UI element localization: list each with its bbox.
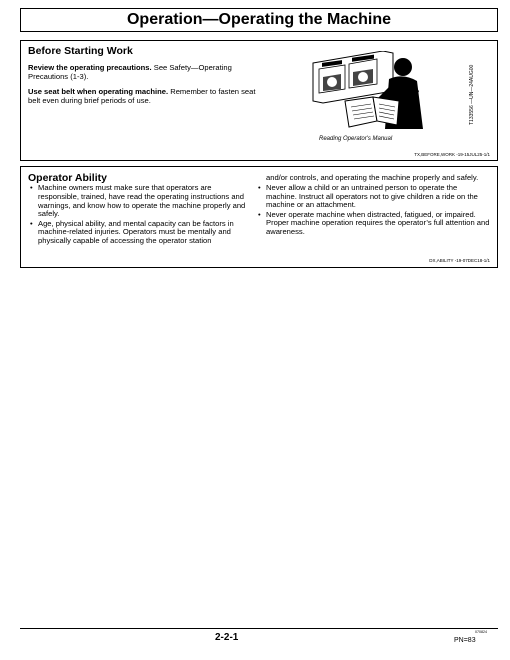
seat-belt-paragraph [28,87,260,105]
bullet-continuation: and/or controls, and operating the machine properly and safely. [266,173,479,182]
bullet-item: • Age, physical ability, and mental capacity can be factors in machine-related injuries. Operators must be mentally and physically capable of accessing the operator station [30,220,252,246]
bullet-item: • Never allow a child or an untrained person to operate the machine. Instruct all operators not to give children a ride on the machine or an attachment. [258,184,490,210]
before-starting-work-section [20,40,498,161]
page-number: 2-2-1 [215,632,239,643]
figure-caption: Reading Operator's Manual [319,136,393,142]
review-precautions-paragraph [28,63,260,81]
left-column [30,184,252,247]
footer-code: 070824 [475,630,487,634]
reading-operators-manual-illustration [293,51,463,136]
pn-number: PN=83 [454,637,476,644]
section-heading: Before Starting Work [28,45,133,57]
right-column [258,174,490,238]
bullet-item: • Never operate machine when distracted, fatigued, or impaired. Proper machine operation requires the operator’s full attention and awareness. [258,211,490,237]
paragraph-text: See Safety—Operating Precautions (1-3). [28,63,232,81]
paragraph-lead: Use seat belt when operating machine. [28,87,169,96]
operator-ability-section [20,166,498,268]
footer-rule [20,628,498,629]
page-title: Operation—Operating the Machine [20,8,498,32]
doc-id: TX,BEFORE,WORK -19-15JUL25-1/1 [414,152,490,157]
paragraph-lead: Review the operating precautions. [28,63,152,72]
figure-id: T133556 —UN—24AUG00 [469,64,475,125]
paragraph-text: Remember to fasten seat belt even during brief periods of use. [28,87,256,105]
doc-id: DX,ABILITY -19-07DEC18-1/1 [429,258,490,263]
section-heading: Operator Ability [28,172,107,184]
bullet-item: • Machine owners must make sure that operators are responsible, trained, have read the operating instructions and warnings, and know how to operate the machine properly and safely. [30,184,252,219]
